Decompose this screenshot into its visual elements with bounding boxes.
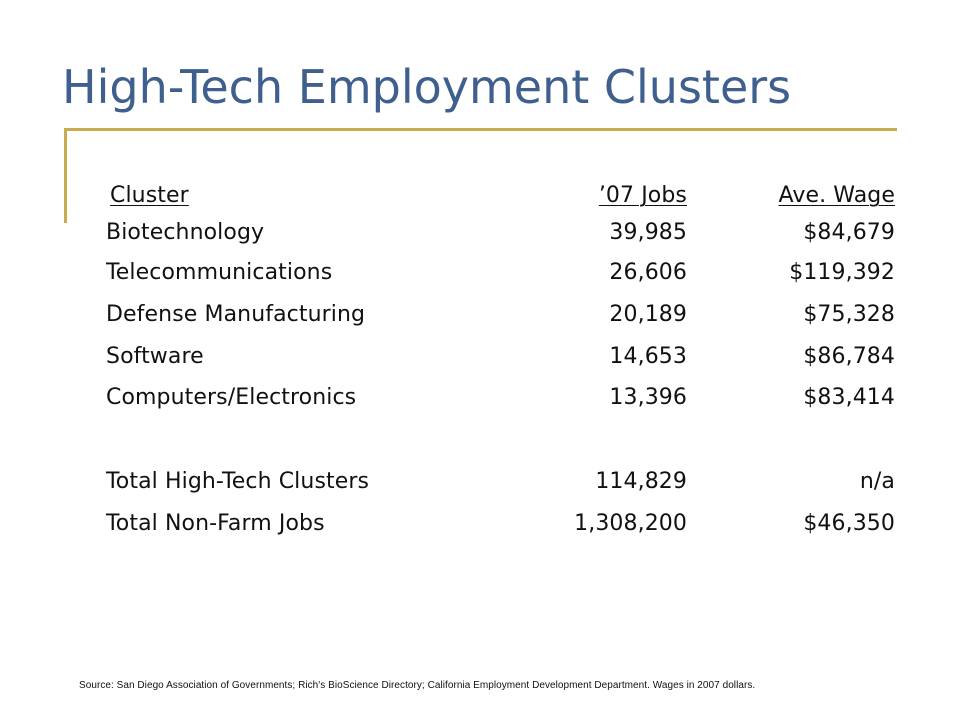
wage-value: $75,328	[803, 302, 895, 327]
jobs-value: 13,396	[609, 385, 687, 410]
jobs-value: 39,985	[609, 220, 687, 245]
wage-value: $119,392	[789, 260, 895, 285]
total-label: Total Non-Farm Jobs	[106, 511, 325, 536]
jobs-value: 14,653	[609, 344, 687, 369]
wage-value: $84,679	[803, 220, 895, 245]
column-header-jobs: ’07 Jobs	[598, 183, 687, 208]
cluster-name: Biotechnology	[106, 220, 265, 245]
total-wage-value: n/a	[859, 469, 895, 494]
total-jobs-value: 114,829	[595, 469, 687, 494]
jobs-value: 20,189	[609, 302, 687, 327]
table-total-row	[0, 509, 960, 539]
jobs-value: 26,606	[609, 260, 687, 285]
source-note: Source: San Diego Association of Governments; Rich's BioScience Directory; California Employment Development Department. Wages in 2007 dollars.	[79, 680, 756, 691]
wage-value: $86,784	[803, 344, 895, 369]
total-label: Total High-Tech Clusters	[106, 469, 370, 494]
table-header-row	[0, 181, 960, 211]
slide-title: High-Tech Employment Clusters	[62, 60, 792, 114]
table-row	[0, 383, 960, 413]
table-row	[0, 218, 960, 248]
cluster-name: Telecommunications	[106, 260, 333, 285]
column-header-cluster: Cluster	[110, 183, 189, 208]
table-row	[0, 342, 960, 372]
cluster-name: Defense Manufacturing	[106, 302, 366, 327]
column-header-wage: Ave. Wage	[778, 183, 895, 208]
table-total-row	[0, 467, 960, 497]
cluster-name: Computers/Electronics	[106, 385, 357, 410]
total-wage-value: $46,350	[803, 511, 895, 536]
cluster-name: Software	[106, 344, 204, 369]
table-row	[0, 300, 960, 330]
total-jobs-value: 1,308,200	[574, 511, 687, 536]
wage-value: $83,414	[803, 385, 895, 410]
table-row	[0, 258, 960, 288]
